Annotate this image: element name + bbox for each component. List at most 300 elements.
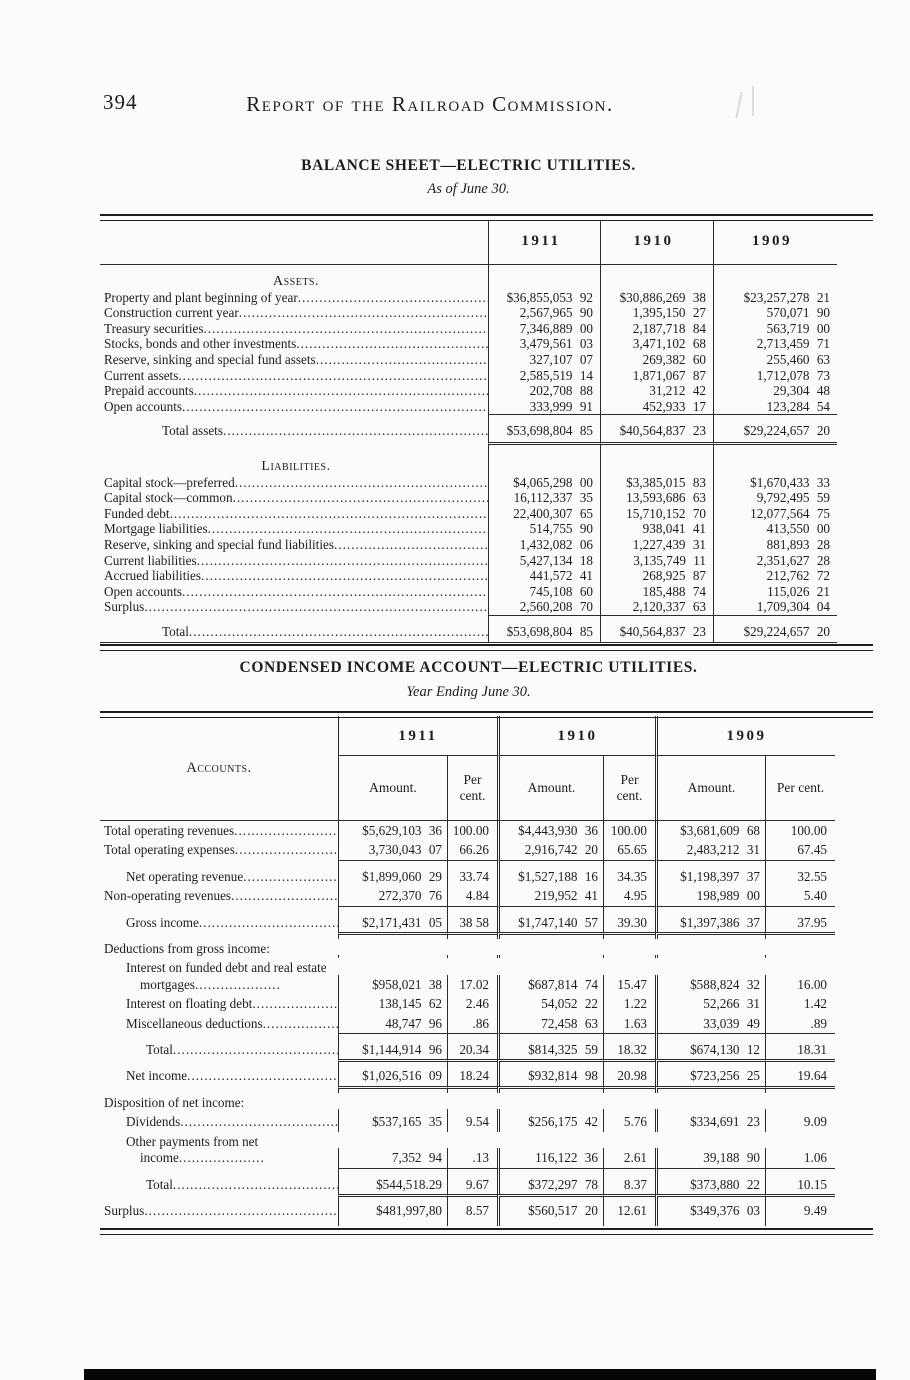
rule-cell [655,1059,765,1066]
spacer-cell [100,1059,338,1066]
spacer-cell [603,1220,655,1226]
balance-sheet-title: BALANCE SHEET—ELECTRIC UTILITIES. [301,157,636,174]
amount-cell: 333,999 91 [488,399,600,415]
amount-cell: 881,893 28 [713,537,837,553]
amount-cell: $30,886,269 38 [600,290,713,306]
amount-cell: 2,187,718 84 [600,321,713,337]
amount-cell: $372,297 78 [497,1175,603,1194]
percent-cell [765,955,835,958]
rule-separator [100,442,837,450]
amount-cell: 212,762 72 [713,568,837,584]
table-row [100,840,835,859]
amount-cell: $4,065,298 00 [488,475,600,491]
amount-cell: 48,747 96 [338,1014,447,1033]
percent-cell: 5.40 [765,886,835,905]
percent-subheader: Per cent. [447,756,497,820]
percent-cell: 37.95 [765,913,835,932]
row-label: Stocks, bonds and other investments ..... [100,336,488,352]
amount-cell: 327,107 07 [488,352,600,368]
amount-subheader: Amount. [338,756,447,820]
amount-cell: $1,198,397 37 [655,867,765,886]
row-label: Property and plant beginning of year ..... [100,290,488,306]
amount-cell: 1,432,082 06 [488,537,600,553]
section-heading: Assets. [272,274,319,289]
amount-cell: $23,257,278 21 [713,290,837,306]
rule-cell [655,1086,765,1093]
amount-cell: $40,564,837 23 [600,620,713,643]
rule-cell [497,932,603,939]
percent-cell: 100.00 [765,821,835,840]
amount-cell: 1,227,439 31 [600,537,713,553]
rule-separator [100,1220,835,1226]
table-row [100,994,835,1013]
header-spacer-cell [100,221,488,265]
amount-cell: 22,400,307 65 [488,506,600,522]
rule-cell [447,1086,497,1093]
amount-cell [655,955,765,958]
amount-cell: $1,397,386 37 [655,913,765,932]
amount-cell: $814,325 59 [497,1040,603,1059]
year-group-header-1911: 1911 [338,716,497,756]
scan-artifact-mark [695,92,743,118]
table-total-row [100,419,837,442]
spacer-cell [100,906,338,913]
percent-cell: 39.30 [603,913,655,932]
percent-cell: 10.15 [765,1175,835,1194]
rule-cell [497,906,603,913]
spacer-cell [100,1168,338,1175]
amount-cell: 3,471,102 68 [600,336,713,352]
rule-cell [655,860,765,867]
balance-sheet-table [100,221,837,651]
spacer-cell [100,1086,338,1093]
amount-cell: 563,719 00 [713,321,837,337]
percent-cell: 15.47 [603,975,655,994]
rule-cell [603,860,655,867]
table-row [100,336,837,352]
percent-cell: .86 [447,1014,497,1033]
amount-cell: 123,284 54 [713,399,837,415]
year-column-header: 1910 [600,221,713,265]
table-row [100,475,837,491]
percent-cell: 4.84 [447,886,497,905]
row-label: Interest on funded debt and real estate mortgages ..... [100,958,338,994]
amount-subheader: Amount. [497,756,603,820]
year-group-header-1910: 1910 [497,716,655,756]
empty-cell [488,265,600,290]
table-row [100,490,837,506]
rule-cell [338,1194,447,1201]
rule-cell [765,1168,835,1175]
rule-cell [497,1059,603,1066]
rule-cell [447,860,497,867]
amount-subheader: Amount. [655,756,765,820]
amount-cell: 29,304 48 [713,383,837,399]
section-heading: Disposition of net income: [104,1094,245,1110]
amount-cell: $40,564,837 23 [600,419,713,442]
rule-cell [338,1033,447,1040]
row-label: Capital stock—preferred ..... [100,475,488,491]
amount-cell: 2,916,742 20 [497,840,603,859]
rule-cell [338,1168,447,1175]
amount-cell: $481,997,80 [338,1201,447,1220]
table-row [100,352,837,368]
spacer-cell [100,1220,338,1226]
table-row [100,290,837,306]
row-label: Open accounts ..... [100,399,488,415]
amount-cell: 202,708 88 [488,383,600,399]
percent-cell: 33.74 [447,867,497,886]
table-row [100,584,837,600]
year-group-header-1909: 1909 [655,716,835,756]
total-label: Total ..... [100,620,488,643]
amount-cell: 1,871,067 87 [600,368,713,384]
table-row [100,506,837,522]
percent-cell: 20.98 [603,1066,655,1085]
table-top-rule [100,214,873,221]
amount-cell: 2,120,337 63 [600,599,713,615]
empty-cell [600,450,713,475]
percent-cell: 20.34 [447,1040,497,1059]
table-row [100,599,837,615]
table-row [100,1014,835,1033]
rule-cell [655,1194,765,1201]
amount-cell: $349,376 03 [655,1201,765,1220]
percent-cell: 65.65 [603,840,655,859]
row-label: Treasury securities ..... [100,321,488,337]
balance-sheet-subtitle: As of June 30. [427,181,510,197]
row-label: Funded debt ..... [100,506,488,522]
income-account-table [100,716,835,1226]
rule-cell [447,1194,497,1201]
rule-cell [497,1168,603,1175]
amount-cell: 198,989 00 [655,886,765,905]
percent-subheader: Per cent. [765,756,835,820]
row-label: Current assets ..... [100,368,488,384]
rule-cell [603,1086,655,1093]
table-row [100,886,835,905]
empty-cell [488,450,600,475]
rule-cell [655,932,765,939]
percent-cell: 100.00 [447,821,497,840]
spacer-cell [447,1220,497,1226]
table-row [100,568,837,584]
amount-cell: 7,352 94 [338,1148,447,1167]
table-row [100,537,837,553]
spacer-cell [100,442,488,450]
amount-cell [338,955,447,958]
amount-cell: 2,713,459 71 [713,336,837,352]
table-row [100,867,835,886]
income-account-title: CONDENSED INCOME ACCOUNT—ELECTRIC UTILITIES. [239,659,698,676]
percent-cell: 19.64 [765,1066,835,1085]
income-account-subtitle: Year Ending June 30. [406,684,531,700]
row-label: Gross income ..... [100,913,338,932]
amount-cell: $1,527,188 16 [497,867,603,886]
rule-cell [338,932,447,939]
amount-cell: 255,460 63 [713,352,837,368]
amount-cell: 15,710,152 70 [600,506,713,522]
amount-cell: 514,755 90 [488,521,600,537]
rule-cell [497,860,603,867]
percent-cell: .89 [765,1014,835,1033]
row-label: Capital stock—common ..... [100,490,488,506]
table-row [100,958,835,994]
amount-cell: 5,427,134 18 [488,553,600,569]
percent-cell: 12.61 [603,1201,655,1220]
table-row [100,1066,835,1085]
table-row [100,521,837,537]
amount-cell: 39,188 90 [655,1148,765,1167]
percent-cell: 5.76 [603,1112,655,1131]
amount-cell: 268,925 87 [600,568,713,584]
table-row [100,321,837,337]
amount-cell: $674,130 12 [655,1040,765,1059]
amount-cell: 219,952 41 [497,886,603,905]
total-label: Total assets ..... [100,419,488,442]
amount-cell: 138,145 62 [338,994,447,1013]
row-label: Accrued liabilities ..... [100,568,488,584]
rule-cell [765,1033,835,1040]
amount-cell: $537,165 35 [338,1112,447,1131]
rule-cell [497,1033,603,1040]
rule-cell [338,1059,447,1066]
amount-cell: 1,395,150 27 [600,305,713,321]
table-total-row [100,620,837,643]
amount-cell: 2,567,965 90 [488,305,600,321]
amount-cell: 12,077,564 75 [713,506,837,522]
rule-cell [765,932,835,939]
rule-separator [100,1194,835,1201]
amount-cell: 13,593,686 63 [600,490,713,506]
table-row [100,1132,835,1168]
amount-cell: $2,171,431 05 [338,913,447,932]
amount-cell: 2,483,212 31 [655,840,765,859]
table-row [100,1201,835,1220]
amount-cell: $544,518.29 [338,1175,447,1194]
table-bottom-rule [100,1228,873,1235]
amount-cell: $3,681,609 68 [655,821,765,840]
amount-cell: 33,039 49 [655,1014,765,1033]
amount-cell: $3,385,015 83 [600,475,713,491]
percent-cell: 18.31 [765,1040,835,1059]
amount-cell: 52,266 31 [655,994,765,1013]
percent-cell: 8.57 [447,1201,497,1220]
table-row [100,913,835,932]
rule-separator [100,1168,835,1175]
row-label: Total operating expenses ..... [100,840,338,859]
row-label: Total operating revenues ..... [100,821,338,840]
amount-cell: $588,824 32 [655,975,765,994]
percent-cell: 17.02 [447,975,497,994]
rule-cell [447,1168,497,1175]
scan-artifact-mark [752,86,754,116]
percent-cell: 34.35 [603,867,655,886]
amount-cell: $29,224,657 20 [713,620,837,643]
row-label: Open accounts ..... [100,584,488,600]
amount-cell: 115,026 21 [713,584,837,600]
percent-cell: 32.55 [765,867,835,886]
amount-cell: 2,351,627 28 [713,553,837,569]
balance-sheet-header-row [100,221,837,265]
spacer-cell [100,932,338,939]
rule-cell [765,1194,835,1201]
amount-cell: 272,370 76 [338,886,447,905]
section-heading-row [100,1093,835,1112]
rule-cell [603,1059,655,1066]
percent-cell: 16.00 [765,975,835,994]
rule-cell [655,1033,765,1040]
percent-cell: 9.09 [765,1112,835,1131]
section-heading: Liabilities. [261,458,331,474]
amount-cell: $29,224,657 20 [713,419,837,442]
row-label: Surplus ..... [100,599,488,615]
percent-cell: 9.49 [765,1201,835,1220]
amount-cell: $1,899,060 29 [338,867,447,886]
rule-cell [603,932,655,939]
rule-separator [100,1033,835,1040]
amount-cell: 441,572 41 [488,568,600,584]
empty-cell [713,450,837,475]
section-heading-row [100,265,837,290]
rule-cell [447,932,497,939]
percent-cell: 9.54 [447,1112,497,1131]
rule-cell [603,1033,655,1040]
section-heading: Deductions from gross income: [104,941,270,957]
amount-cell: 31,212 42 [600,383,713,399]
percent-cell: 66.26 [447,840,497,859]
amount-cell: $1,144,914 96 [338,1040,447,1059]
amount-cell [497,955,603,958]
amount-cell: $53,698,804 85 [488,620,600,643]
percent-cell: 2.61 [603,1148,655,1167]
section-heading-row [100,450,837,475]
amount-cell: $723,256 25 [655,1066,765,1085]
percent-cell: 9.67 [447,1175,497,1194]
amount-cell: $373,880 22 [655,1175,765,1194]
amount-cell: 3,730,043 07 [338,840,447,859]
amount-cell: 1,709,304 04 [713,599,837,615]
amount-cell: $687,814 74 [497,975,603,994]
amount-cell: 72,458 63 [497,1014,603,1033]
rule-cell [655,906,765,913]
spacer-cell [100,860,338,867]
spacer-cell [100,1033,338,1040]
scan-artifact-bar [84,1369,876,1380]
percent-cell: 1.06 [765,1148,835,1167]
table-bottom-rule [100,644,873,651]
amount-cell: $5,629,103 36 [338,821,447,840]
percent-cell [447,955,497,958]
amount-cell: 185,488 74 [600,584,713,600]
rule-cell [497,1194,603,1201]
amount-cell: $958,021 38 [338,975,447,994]
rule-cell [603,906,655,913]
amount-cell: 54,052 22 [497,994,603,1013]
row-label: Dividends ..... [100,1112,338,1131]
accounts-column-header: Accounts. [186,759,252,776]
rule-cell [603,1194,655,1201]
rule-cell [655,1168,765,1175]
table-row [100,368,837,384]
spacer-cell [765,1220,835,1226]
empty-cell [713,265,837,290]
amount-cell: 570,071 90 [713,305,837,321]
percent-cell [603,955,655,958]
percent-subheader: Per cent. [603,756,655,820]
rule-cell [447,1059,497,1066]
row-label: Other payments from net income ..... [100,1132,338,1168]
report-header-title: Report of the Railroad Commission. [246,92,614,116]
row-label: Construction current year ..... [100,305,488,321]
rule-separator [100,1086,835,1093]
row-label: Interest on floating debt ..... [100,994,338,1013]
row-label: Reserve, sinking and special fund liabilities ..... [100,537,488,553]
amount-cell: $53,698,804 85 [488,419,600,442]
spacer-cell [338,1220,447,1226]
amount-cell: 3,135,749 11 [600,553,713,569]
row-label: Total ..... [100,1175,338,1194]
table-row [100,553,837,569]
rule-cell [338,860,447,867]
page-number: 394 [103,90,138,114]
income-account-header [100,716,835,821]
amount-cell: 7,346,889 00 [488,321,600,337]
table-row [100,1040,835,1059]
row-label: Mortgage liabilities ..... [100,521,488,537]
row-label: Non-operating revenues ..... [100,886,338,905]
rule-cell [765,1086,835,1093]
table-row [100,399,837,415]
spacer-cell [655,1220,765,1226]
spacer-cell [100,1194,338,1201]
rule-cell [765,906,835,913]
row-label: Net income ..... [100,1066,338,1085]
percent-cell: 4.95 [603,886,655,905]
year-column-header: 1911 [488,221,600,265]
rule-cell [603,1168,655,1175]
amount-cell: $256,175 42 [497,1112,603,1131]
rule-separator [100,906,835,913]
rule-cell [497,1086,603,1093]
rule-cell [765,860,835,867]
rule-separator [100,1059,835,1066]
row-label: Surplus ..... [100,1201,338,1220]
row-label: Current liabilities ..... [100,553,488,569]
amount-cell: 413,550 00 [713,521,837,537]
amount-cell: $560,517 20 [497,1201,603,1220]
percent-cell: 67.45 [765,840,835,859]
amount-cell: 116,122 36 [497,1148,603,1167]
amount-cell: $932,814 98 [497,1066,603,1085]
rule-separator [100,932,835,939]
table-row [100,821,835,840]
row-label: Prepaid accounts ..... [100,383,488,399]
row-label: Total ..... [100,1040,338,1059]
amount-cell: $1,670,433 33 [713,475,837,491]
empty-cell [600,265,713,290]
percent-cell: 38 58 [447,913,497,932]
rule-cell [765,1059,835,1066]
percent-cell: 1.22 [603,994,655,1013]
table-row [100,383,837,399]
percent-cell: 18.24 [447,1066,497,1085]
amount-cell: 269,382 60 [600,352,713,368]
table-row [100,1112,835,1131]
amount-cell: $1,747,140 57 [497,913,603,932]
row-label: Net operating revenue ..... [100,867,338,886]
rule-cell [338,1086,447,1093]
